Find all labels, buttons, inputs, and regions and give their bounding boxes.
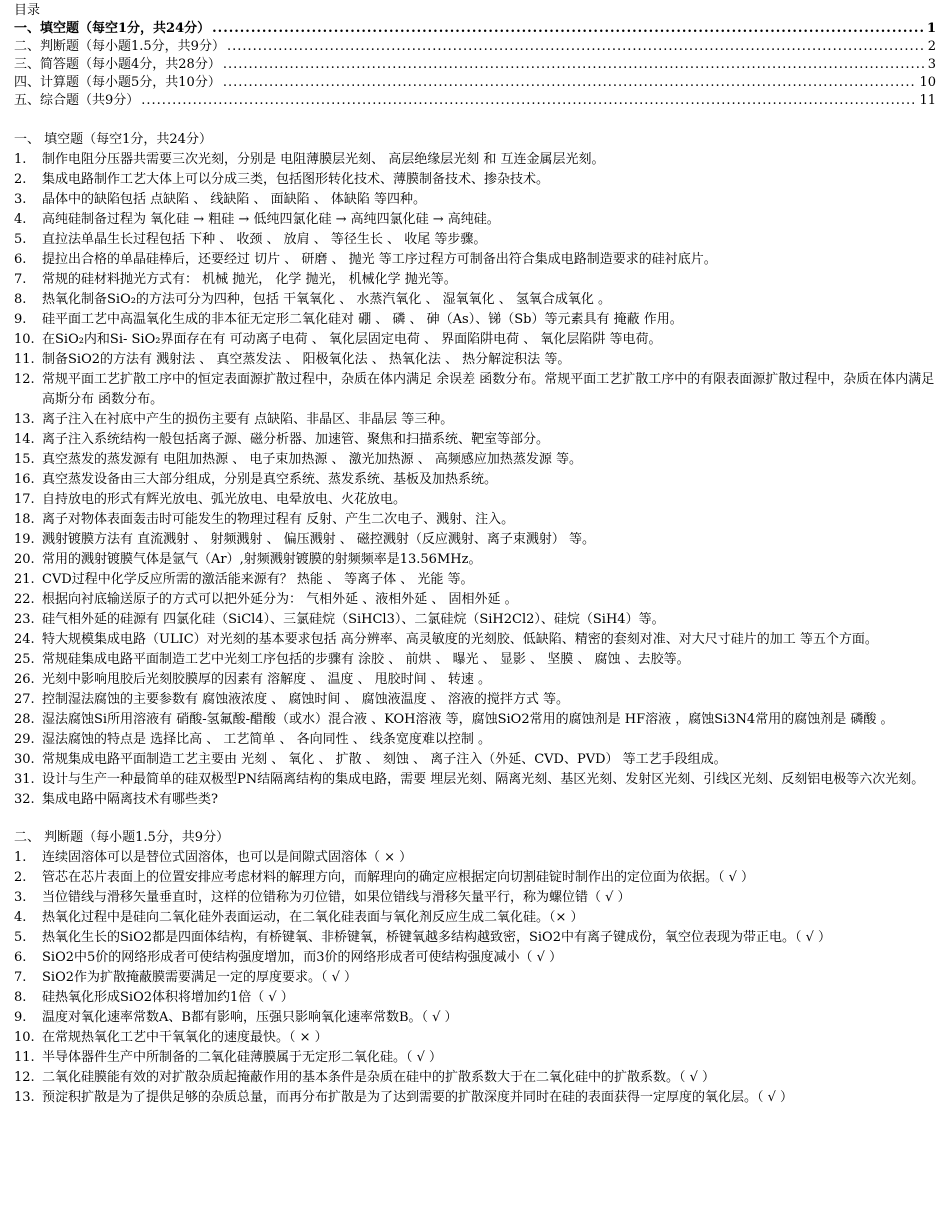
question-item bbox=[14, 1088, 936, 1108]
question-text: 温度对氧化速率常数A、B都有影响，压强只影响氧化速率常数B。（ √ ） bbox=[42, 1010, 458, 1025]
question-text: 溅射镀膜方法有 直流溅射 、 射频溅射 、 偏压溅射 、 磁控溅射（反应溅射、离子束溅射） 等。 bbox=[42, 532, 596, 547]
question-number: 6. bbox=[14, 950, 27, 965]
question-item bbox=[14, 868, 936, 888]
question-number: 12. bbox=[14, 372, 35, 387]
question-number: 22. bbox=[14, 592, 35, 607]
question-number: 32. bbox=[14, 792, 35, 807]
question-item bbox=[14, 330, 936, 350]
question-number: 23. bbox=[14, 612, 35, 627]
question-number: 16. bbox=[14, 472, 35, 487]
question-item bbox=[14, 928, 936, 948]
question-item bbox=[14, 310, 936, 330]
question-number: 13. bbox=[14, 1090, 35, 1105]
toc-entry-page: 10 bbox=[919, 75, 936, 90]
question-text: SiO2中5价的网络形成者可使结构强度增加，而3价的网络形成者可使结构强度减小（ √ ） bbox=[42, 950, 563, 965]
question-item bbox=[14, 968, 936, 988]
toc-entry[interactable] bbox=[14, 20, 936, 38]
question-item bbox=[14, 710, 936, 730]
question-text: 真空蒸发的蒸发源有 电阻加热源 、 电子束加热源 、 激光加热源 、 高频感应加热蒸发源 等。 bbox=[42, 452, 583, 467]
question-number: 13. bbox=[14, 412, 35, 427]
question-text: 半导体器件生产中所制备的二氧化硅薄膜属于无定形二氧化硅。（ √ ） bbox=[42, 1050, 443, 1065]
question-text: 常规集成电路平面制造工艺主要由 光刻 、 氧化 、 扩散 、 刻蚀 、 离子注入（外延、CVD、PVD） 等工艺手段组成。 bbox=[42, 752, 727, 767]
table-of-contents bbox=[14, 20, 936, 110]
question-item bbox=[14, 290, 936, 310]
question-item bbox=[14, 948, 936, 968]
question-item bbox=[14, 250, 936, 270]
question-number: 10. bbox=[14, 1030, 35, 1045]
question-item bbox=[14, 670, 936, 690]
toc-entry-label: 四、计算题（每小题5分，共10分） bbox=[14, 75, 221, 90]
question-text: 提拉出合格的单晶硅棒后，还要经过 切片 、 研磨 、 抛光 等工序过程方可制备出符合集成电路制造要求的硅衬底片。 bbox=[42, 252, 717, 267]
question-item bbox=[14, 1068, 936, 1088]
question-item bbox=[14, 490, 936, 510]
question-text: 热氧化生长的SiO2都是四面体结构，有桥键氧、非桥键氧，桥键氧越多结构越致密，SiO2中有离子键成份，氧空位表现为带正电。（ √ ） bbox=[42, 930, 832, 945]
toc-entry[interactable] bbox=[14, 56, 936, 74]
question-number: 14. bbox=[14, 432, 35, 447]
question-item bbox=[14, 350, 936, 370]
question-item bbox=[14, 750, 936, 770]
question-text: 集成电路制作工艺大体上可以分成三类，包括图形转化技术、薄膜制备技术、掺杂技术。 bbox=[42, 172, 550, 187]
section-heading-true-false: 二、 判断题（每小题1.5分，共9分） bbox=[14, 830, 230, 845]
question-text: 离子对物体表面轰击时可能发生的物理过程有 反射、产生二次电子、溅射、注入。 bbox=[42, 512, 515, 527]
question-number: 27. bbox=[14, 692, 35, 707]
question-number: 4. bbox=[14, 910, 27, 925]
question-text: 高纯硅制备过程为 氧化硅 → 粗硅 → 低纯四氯化硅 → 高纯四氯化硅 → 高纯硅。 bbox=[42, 212, 500, 227]
toc-entry[interactable] bbox=[14, 92, 936, 110]
toc-entry-label: 五、综合题（共9分） bbox=[14, 93, 140, 108]
question-item bbox=[14, 610, 936, 630]
toc-leader-dots bbox=[223, 56, 926, 74]
toc-entry-page: 1 bbox=[926, 21, 936, 36]
question-text: SiO2作为扩散掩蔽膜需要满足一定的厚度要求。（ √ ） bbox=[42, 970, 358, 985]
question-number: 10. bbox=[14, 332, 35, 347]
question-text: 当位错线与滑移矢量垂直时，这样的位错称为刃位错，如果位错线与滑移矢量平行，称为螺位错（ √ ） bbox=[42, 890, 631, 905]
question-number: 18. bbox=[14, 512, 35, 527]
question-text: 根据向衬底输送原子的方式可以把外延分为： 气相外延 、液相外延 、 固相外延 。 bbox=[42, 592, 518, 607]
question-text: 特大规模集成电路（ULIC）对光刻的基本要求包括 高分辨率、高灵敏度的光刻胶、低缺陷、精密的套刻对准、对大尺寸硅片的加工 等五个方面。 bbox=[42, 632, 878, 647]
fill-blank-question-list bbox=[14, 150, 936, 810]
question-number: 19. bbox=[14, 532, 35, 547]
question-text: 硅气相外延的硅源有 四氯化硅（SiCl4）、三氯硅烷（SiHCl3）、二氯硅烷（SiH2Cl2）、硅烷（SiH4）等。 bbox=[42, 612, 665, 627]
question-text: 预淀积扩散是为了提供足够的杂质总量，而再分布扩散是为了达到需要的扩散深度并同时在硅的表面获得一定厚度的氧化层。（ √ ） bbox=[42, 1090, 794, 1105]
question-item bbox=[14, 150, 936, 170]
toc-entry-page: 2 bbox=[927, 39, 936, 54]
toc-leader-dots bbox=[141, 92, 917, 110]
question-item bbox=[14, 410, 936, 430]
question-text: 控制湿法腐蚀的主要参数有 腐蚀液浓度 、 腐蚀时间 、 腐蚀液温度 、 溶液的搅拌方式 等。 bbox=[42, 692, 570, 707]
question-item bbox=[14, 510, 936, 530]
question-item bbox=[14, 650, 936, 670]
question-text: 硅热氧化形成SiO2体积将增加约1倍（ √ ） bbox=[42, 990, 294, 1005]
question-number: 29. bbox=[14, 732, 35, 747]
question-item bbox=[14, 430, 936, 450]
question-number: 26. bbox=[14, 672, 35, 687]
question-number: 11. bbox=[14, 352, 35, 367]
section-heading-fill-blank: 一、 填空题（每空1分，共24分） bbox=[14, 132, 212, 147]
question-text: 制作电阻分压器共需要三次光刻，分别是 电阻薄膜层光刻、 高层绝缘层光刻 和 互连金属层光刻。 bbox=[42, 152, 605, 167]
question-number: 28. bbox=[14, 712, 35, 727]
question-text: 热氧化制备SiO₂的方法可分为四种，包括 干氧氧化 、 水蒸汽氧化 、 湿氧氧化 、 氢氧合成氧化 。 bbox=[42, 292, 611, 307]
question-item bbox=[14, 888, 936, 908]
question-text: 常规平面工艺扩散工序中的恒定表面源扩散过程中，杂质在体内满足 余误差 函数分布。常规平面工艺扩散工序中的有限表面源扩散过程中，杂质在体内满足 高斯分布 函数分布。 bbox=[42, 372, 935, 407]
question-item bbox=[14, 630, 936, 650]
toc-entry-page: 3 bbox=[927, 57, 936, 72]
question-text: 常用的溅射镀膜气体是氩气（Ar）,射频溅射镀膜的射频频率是13.56MHz。 bbox=[42, 552, 482, 567]
toc-entry-label: 二、判断题（每小题1.5分，共9分） bbox=[14, 39, 225, 54]
question-number: 9. bbox=[14, 1010, 27, 1025]
question-item bbox=[14, 730, 936, 750]
question-item bbox=[14, 170, 936, 190]
question-number: 7. bbox=[14, 272, 27, 287]
question-item bbox=[14, 530, 936, 550]
question-text: 在常规热氧化工艺中干氧氧化的速度最快。（ × ） bbox=[42, 1030, 328, 1045]
question-number: 1. bbox=[14, 850, 27, 865]
section-spacer bbox=[14, 810, 936, 828]
question-item bbox=[14, 790, 936, 810]
question-text: 直拉法单晶生长过程包括 下种 、 收颈 、 放肩 、 等径生长 、 收尾 等步骤。 bbox=[42, 232, 487, 247]
question-item bbox=[14, 470, 936, 490]
toc-leader-dots bbox=[223, 74, 918, 92]
question-number: 5. bbox=[14, 232, 27, 247]
question-number: 20. bbox=[14, 552, 35, 567]
question-number: 2. bbox=[14, 172, 27, 187]
question-number: 6. bbox=[14, 252, 27, 267]
question-item bbox=[14, 1048, 936, 1068]
question-number: 9. bbox=[14, 312, 27, 327]
question-text: 湿法腐蚀的特点是 选择比高 、 工艺简单 、 各向同性 、 线条宽度难以控制 。 bbox=[42, 732, 492, 747]
question-text: 离子注入系统结构一般包括离子源、磁分析器、加速管、聚焦和扫描系统、靶室等部分。 bbox=[42, 432, 550, 447]
question-number: 31. bbox=[14, 772, 35, 787]
question-text: 集成电路中隔离技术有哪些类? bbox=[42, 792, 218, 807]
question-text: 常规硅集成电路平面制造工艺中光刻工序包括的步骤有 涂胶 、 前烘 、 曝光 、 显影 、 坚膜 、 腐蚀 、去胶等。 bbox=[42, 652, 690, 667]
question-item bbox=[14, 270, 936, 290]
question-item bbox=[14, 230, 936, 250]
question-item bbox=[14, 570, 936, 590]
question-text: 自持放电的形式有辉光放电、弧光放电、电晕放电、火花放电。 bbox=[42, 492, 407, 507]
toc-entry[interactable] bbox=[14, 74, 936, 92]
question-number: 5. bbox=[14, 930, 27, 945]
question-item bbox=[14, 1008, 936, 1028]
question-item bbox=[14, 550, 936, 570]
toc-entry[interactable] bbox=[14, 38, 936, 56]
question-item bbox=[14, 1028, 936, 1048]
question-item bbox=[14, 770, 936, 790]
question-number: 8. bbox=[14, 990, 27, 1005]
question-number: 7. bbox=[14, 970, 27, 985]
question-text: CVD过程中化学反应所需的激活能来源有？ 热能 、 等离子体 、 光能 等。 bbox=[42, 572, 474, 587]
toc-title: 目录 bbox=[14, 3, 41, 18]
question-text: 二氧化硅膜能有效的对扩散杂质起掩蔽作用的基本条件是杂质在硅中的扩散系数大于在二氧化硅中的扩散系数。（ √ ） bbox=[42, 1070, 716, 1085]
question-item bbox=[14, 848, 936, 868]
toc-leader-dots bbox=[212, 20, 925, 38]
question-number: 15. bbox=[14, 452, 35, 467]
question-item bbox=[14, 450, 936, 470]
toc-entry-page: 11 bbox=[919, 93, 936, 108]
question-item bbox=[14, 690, 936, 710]
question-item bbox=[14, 590, 936, 610]
question-item bbox=[14, 988, 936, 1008]
question-text: 设计与生产一种最简单的硅双极型PN结隔离结构的集成电路，需要 埋层光刻、隔离光刻、基区光刻、发射区光刻、引线区光刻、反刻铝电极等六次光刻。 bbox=[42, 772, 925, 787]
question-text: 在SiO₂内和Si- SiO₂界面存在有 可动离子电荷 、 氧化层固定电荷 、 界面陷阱电荷 、 氧化层陷阱 等电荷。 bbox=[42, 332, 662, 347]
question-text: 热氧化过程中是硅向二氧化硅外表面运动，在二氧化硅表面与氧化剂反应生成二氧化硅。（× ） bbox=[42, 910, 584, 925]
question-text: 湿法腐蚀Si所用溶液有 硝酸-氢氟酸-醋酸（或水）混合液 、KOH溶液 等，腐蚀SiO2常用的腐蚀剂是 HF溶液 ，腐蚀Si3N4常用的腐蚀剂是 磷酸 。 bbox=[42, 712, 894, 727]
question-item bbox=[14, 190, 936, 210]
question-text: 制备SiO2的方法有 溅射法 、 真空蒸发法 、 阳极氧化法 、 热氧化法 、 热分解淀积法 等。 bbox=[42, 352, 571, 367]
question-number: 2. bbox=[14, 870, 27, 885]
question-text: 常规的硅材料抛光方式有： 机械 抛光， 化学 抛光， 机械化学 抛光等。 bbox=[42, 272, 457, 287]
true-false-question-list bbox=[14, 848, 936, 1108]
question-item bbox=[14, 210, 936, 230]
question-item bbox=[14, 370, 936, 410]
question-number: 25. bbox=[14, 652, 35, 667]
toc-entry-label: 一、填空题（每空1分，共24分） bbox=[14, 21, 211, 36]
question-text: 光刻中影响甩胶后光刻胶膜厚的因素有 溶解度 、 温度 、 甩胶时间 、 转速 。 bbox=[42, 672, 492, 687]
toc-leader-dots bbox=[227, 38, 926, 56]
toc-entry-label: 三、简答题（每小题4分，共28分） bbox=[14, 57, 221, 72]
question-number: 21. bbox=[14, 572, 35, 587]
question-number: 12. bbox=[14, 1070, 35, 1085]
question-text: 硅平面工艺中高温氧化生成的非本征无定形二氧化硅对 硼 、 磷 、 砷（As）、锑（Sb）等元素具有 掩蔽 作用。 bbox=[42, 312, 683, 327]
question-number: 11. bbox=[14, 1050, 35, 1065]
question-text: 晶体中的缺陷包括 点缺陷 、 线缺陷 、 面缺陷 、 体缺陷 等四种。 bbox=[42, 192, 427, 207]
question-number: 24. bbox=[14, 632, 35, 647]
question-number: 3. bbox=[14, 890, 27, 905]
question-number: 4. bbox=[14, 212, 27, 227]
question-text: 连续固溶体可以是替位式固溶体，也可以是间隙式固溶体（ × ） bbox=[42, 850, 413, 865]
question-text: 离子注入在衬底中产生的损伤主要有 点缺陷、非晶区、非晶层 等三种。 bbox=[42, 412, 454, 427]
question-number: 8. bbox=[14, 292, 27, 307]
question-number: 3. bbox=[14, 192, 27, 207]
question-text: 管芯在芯片表面上的位置安排应考虑材料的解理方向，而解理向的确定应根据定向切割硅锭时制作出的定位面为依据。（ √ ） bbox=[42, 870, 755, 885]
question-item bbox=[14, 908, 936, 928]
question-number: 1. bbox=[14, 152, 27, 167]
question-number: 30. bbox=[14, 752, 35, 767]
question-text: 真空蒸发设备由三大部分组成，分别是真空系统、蒸发系统、基板及加热系统。 bbox=[42, 472, 498, 487]
question-number: 17. bbox=[14, 492, 35, 507]
